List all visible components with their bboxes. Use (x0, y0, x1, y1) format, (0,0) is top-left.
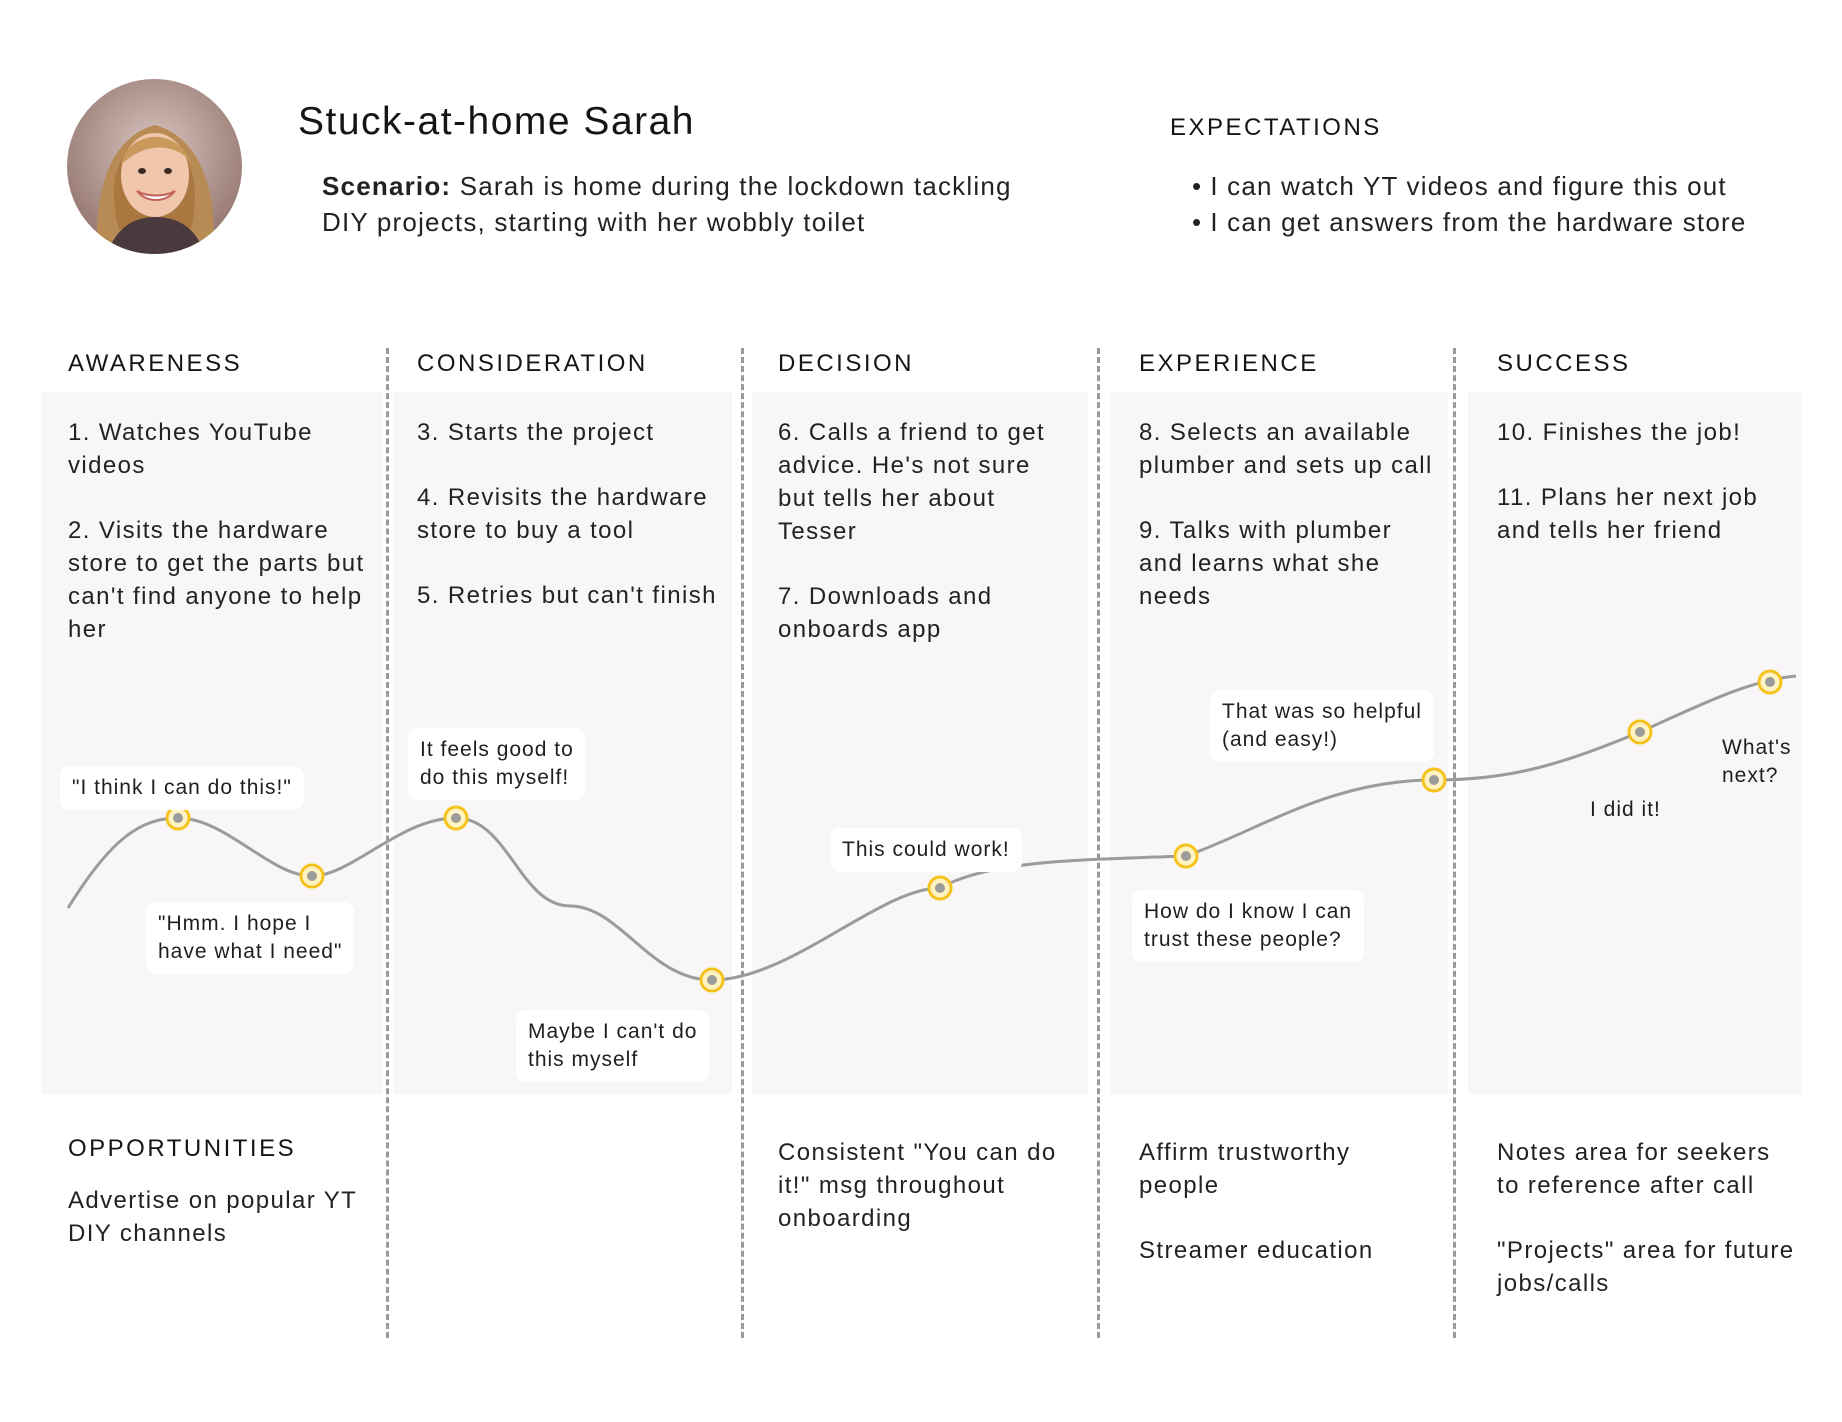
step-item: 1. Watches YouTube videos (68, 419, 313, 479)
opportunity-item: "Projects" area for future jobs/calls (1497, 1237, 1795, 1297)
opportunities-decision (778, 1136, 1078, 1267)
emotion-bubble: I did it! (1590, 798, 1661, 821)
step-item: 7. Downloads and onboards app (778, 583, 993, 643)
emotion-marker (301, 865, 323, 887)
opportunities-title: OPPORTUNITIES (68, 1135, 297, 1162)
opportunities-awareness (68, 1184, 368, 1282)
emotion-marker (1423, 769, 1445, 791)
step-item: 3. Starts the project (417, 419, 655, 446)
expectations-title: EXPECTATIONS (1170, 114, 1382, 141)
emotion-bubble: How do I know I can trust these people? (1132, 890, 1364, 962)
emotion-marker (929, 877, 951, 899)
emotion-bubble: That was so helpful (and easy!) (1210, 690, 1434, 762)
step-item: 11. Plans her next job and tells her friend (1497, 484, 1759, 544)
step-item: 6. Calls a friend to get advice. He's not sure but tells her about Tesser (778, 419, 1046, 545)
emotion-bubble: "I think I can do this!" (60, 766, 304, 810)
opportunity-item: Notes area for seekers to reference after call (1497, 1139, 1771, 1199)
opportunities-success (1497, 1136, 1797, 1332)
stage-title-awareness: AWARENESS (68, 350, 243, 377)
opportunity-item: Affirm trustworthy people (1139, 1139, 1351, 1199)
scenario-line-2: DIY projects, starting with her wobbly toilet (322, 207, 866, 237)
scenario-label: Scenario: (322, 171, 452, 201)
emotion-marker (1759, 671, 1781, 693)
emotion-bubble: This could work! (830, 828, 1022, 872)
step-item: 9. Talks with plumber and learns what she needs (1139, 517, 1393, 610)
step-item: 4. Revisits the hardware store to buy a tool (417, 484, 709, 544)
scenario-line-1: Sarah is home during the lockdown tackling (459, 171, 1012, 201)
expectation-item: • I can get answers from the hardware store (1192, 204, 1747, 240)
stage-title-success: SUCCESS (1497, 350, 1631, 377)
emotion-marker (445, 807, 467, 829)
emotion-bubble: What's next? (1722, 736, 1792, 787)
opportunities-experience (1139, 1136, 1419, 1299)
step-item: 10. Finishes the job! (1497, 419, 1742, 446)
emotion-marker (701, 969, 723, 991)
step-item: 5. Retries but can't finish (417, 582, 717, 609)
step-item: 8. Selects an available plumber and sets up call (1139, 419, 1433, 479)
expectation-item: • I can watch YT videos and figure this out (1192, 168, 1747, 204)
persona-name: Stuck-at-home Sarah (298, 100, 696, 143)
stage-title-consideration: CONSIDERATION (417, 350, 648, 377)
emotion-bubble: "Hmm. I hope I have what I need" (146, 902, 354, 974)
emotion-bubble: It feels good to do this myself! (408, 728, 586, 800)
step-item: 2. Visits the hardware store to get the parts but can't find anyone to help her (68, 517, 365, 643)
stage-title-experience: EXPERIENCE (1139, 350, 1319, 377)
opportunity-item: Streamer education (1139, 1237, 1374, 1264)
stage-title-decision: DECISION (778, 350, 915, 377)
opportunity-item: Advertise on popular YT DIY channels (68, 1187, 357, 1247)
emotion-bubble: Maybe I can't do this myself (516, 1010, 709, 1082)
emotion-marker (1175, 845, 1197, 867)
emotion-marker (167, 807, 189, 829)
opportunity-item: Consistent "You can do it!" msg throughout onboarding (778, 1139, 1057, 1232)
emotion-marker (1629, 721, 1651, 743)
